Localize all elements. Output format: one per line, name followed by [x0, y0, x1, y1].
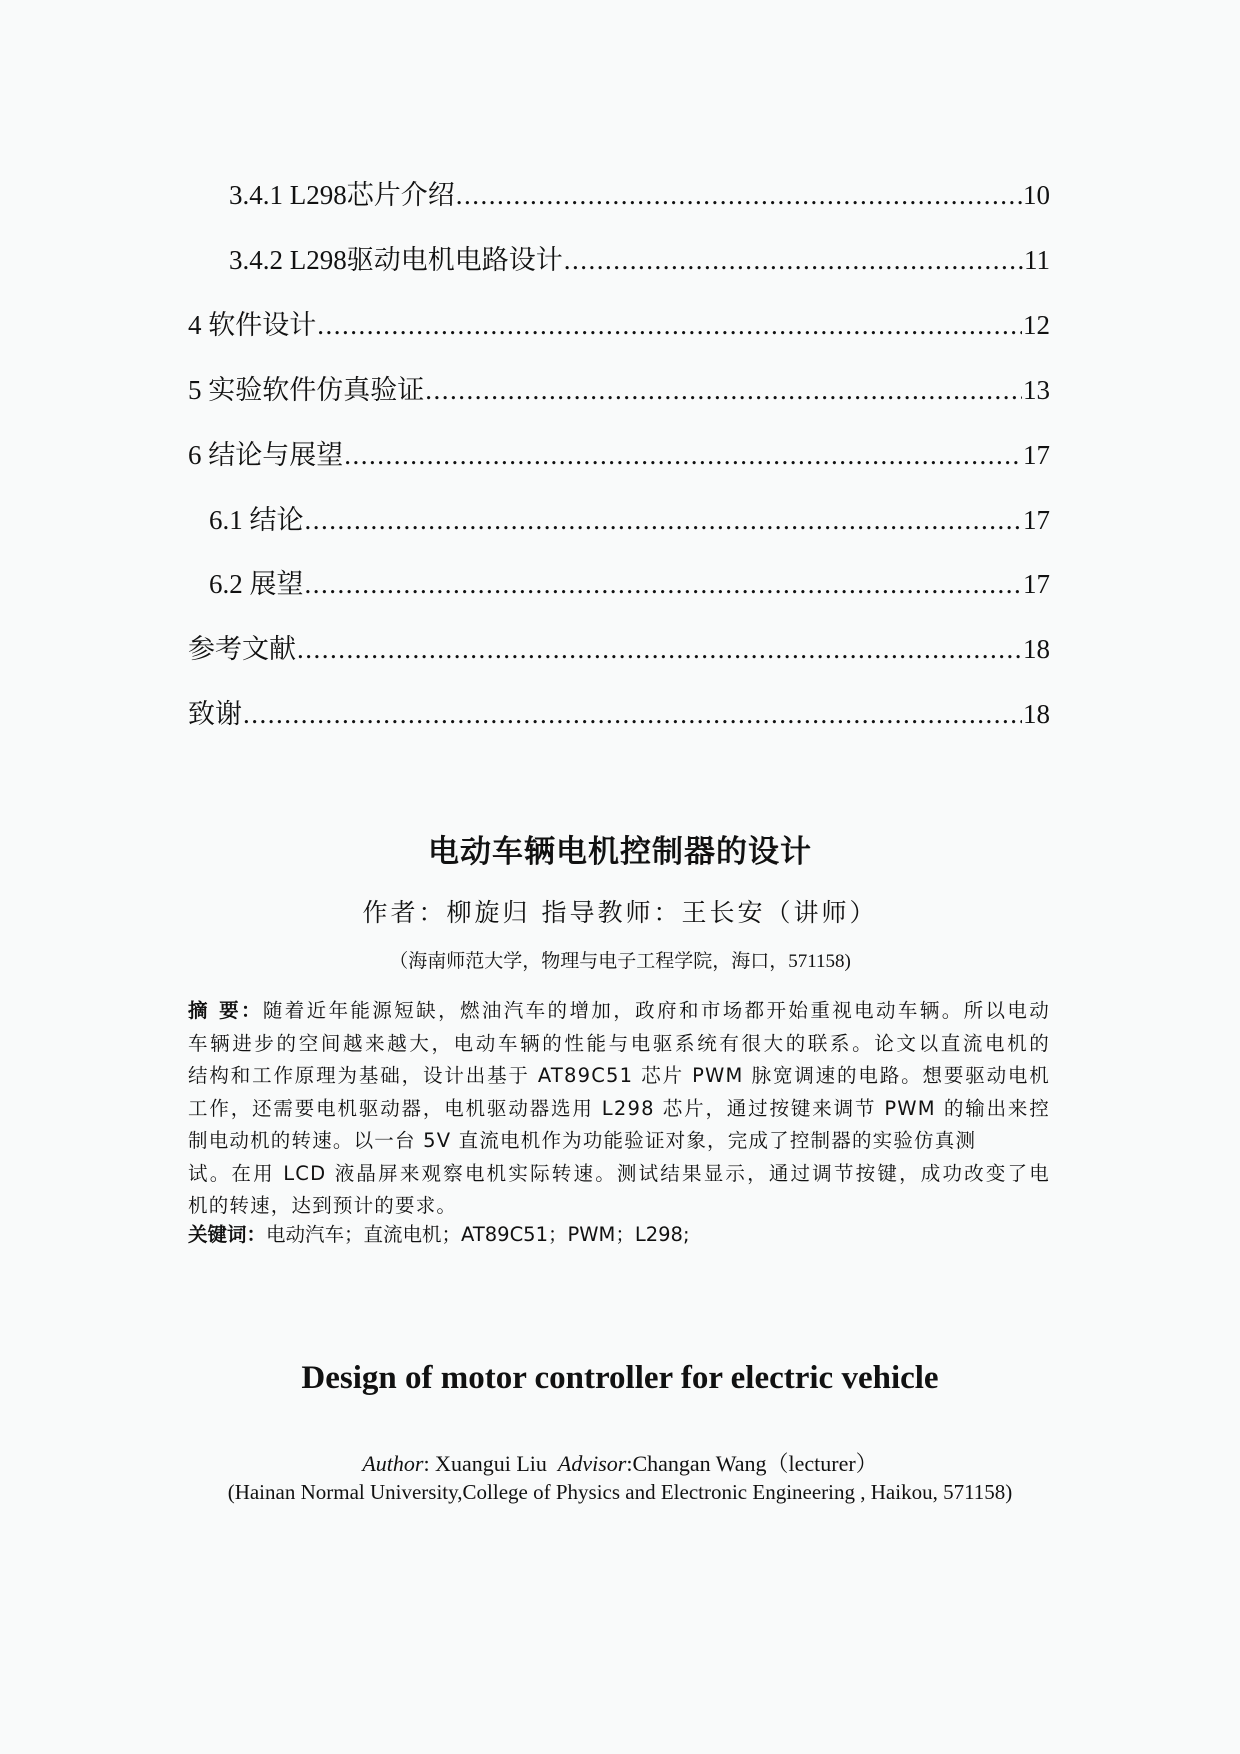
advisor-name: :Changan Wang（lecturer）	[626, 1451, 878, 1476]
chinese-affiliation: （海南师范大学，物理与电子工程学院，海口，571158)	[389, 951, 851, 972]
toc-entry-page: 11	[1024, 244, 1050, 275]
toc-entry-label: 3.4.1 L298芯片介绍	[229, 180, 455, 210]
toc-leader-dots	[297, 632, 1022, 666]
toc-leader-dots	[305, 567, 1023, 601]
toc-entry-page: 18	[1023, 699, 1050, 730]
toc-entry-label: 致谢	[188, 699, 242, 730]
toc-leader-dots	[305, 503, 1023, 537]
toc-entry[interactable]	[188, 438, 1050, 472]
chinese-author-line: 作者：柳旋归 指导教师：王长安（讲师）	[362, 898, 878, 927]
toc-leader-dots	[456, 178, 1022, 212]
abstract-label: 摘 要：	[188, 999, 263, 1022]
toc-entry[interactable]	[188, 373, 1050, 407]
abstract-line: 工作，还需要电机驱动器，电机驱动器选用 L298 芯片，通过按键来调节 PWM 的输出来控	[188, 1096, 1050, 1120]
toc-entry-page: 13	[1023, 374, 1050, 405]
abstract-line: 车辆进步的空间越来越大，电动车辆的性能与电驱系统有很大的联系。论文以直流电机的	[188, 1031, 1050, 1055]
keywords-label: 关键词：	[188, 1223, 267, 1246]
advisor-label: Advisor	[557, 1451, 627, 1476]
toc-leader-dots	[564, 243, 1023, 277]
english-title: Design of motor controller for electric vehicle	[301, 1360, 939, 1396]
abstract-line: 试。在用 LCD 液晶屏来观察电机实际转速。测试结果显示，通过调节按键，成功改变了电	[188, 1161, 1050, 1185]
toc-entry-page: 17	[1023, 439, 1050, 470]
toc-entry-label: 参考文献	[188, 634, 296, 665]
keywords-text: 电动汽车；直流电机；AT89C51；PWM；L298;	[266, 1223, 690, 1246]
toc-entry-label: 6.1 结论	[209, 504, 304, 535]
toc-entry[interactable]	[209, 503, 1050, 537]
toc-entry-label: 4 软件设计	[188, 309, 317, 340]
toc-entry-label: 6 结论与展望	[188, 439, 344, 470]
english-author-line	[0, 1447, 1240, 1478]
toc-entry-page: 18	[1023, 634, 1050, 665]
toc-entry[interactable]	[188, 697, 1050, 731]
toc-entry-page: 17	[1023, 504, 1050, 535]
chinese-title: 电动车辆电机控制器的设计	[428, 834, 812, 870]
toc-entry[interactable]	[188, 308, 1050, 342]
toc-entry-label: 3.4.2 L298驱动电机电路设计	[229, 244, 563, 275]
chinese-abstract	[188, 995, 1050, 1223]
toc-entry-page: 12	[1023, 309, 1050, 340]
toc-leader-dots	[344, 438, 1022, 472]
toc-entry-label: 5 实验软件仿真验证	[188, 374, 425, 405]
abstract-line: 制电动机的转速。以一台 5V 直流电机作为功能验证对象，完成了控制器的实验仿真测	[188, 1129, 977, 1152]
chinese-keywords	[188, 1219, 690, 1247]
toc-entry[interactable]	[188, 632, 1050, 666]
toc-leader-dots	[243, 697, 1022, 731]
abstract-line: 结构和工作原理为基础，设计出基于 AT89C51 芯片 PWM 脉宽调速的电路。想要驱动电机	[188, 1064, 1050, 1087]
author-name: : Xuangui Liu	[423, 1451, 558, 1476]
toc-entry-page: 17	[1023, 569, 1050, 600]
toc-leader-dots	[425, 373, 1022, 407]
toc-entry[interactable]	[229, 178, 1050, 212]
toc-leader-dots	[317, 308, 1022, 342]
author-label: Author	[362, 1451, 424, 1476]
abstract-line: 机的转速，达到预计的要求。	[188, 1194, 458, 1217]
toc-entry-label: 6.2 展望	[209, 569, 304, 600]
toc-entry[interactable]	[209, 567, 1050, 601]
abstract-line	[188, 995, 1050, 1028]
toc-entry[interactable]	[229, 243, 1050, 277]
english-affiliation: (Hainan Normal University,College of Physics and Electronic Engineering , Haikou, 571158)	[227, 1480, 1013, 1504]
abstract-text: 随着近年能源短缺，燃油汽车的增加，政府和市场都开始重视电动车辆。所以电动	[262, 999, 1051, 1022]
toc-entry-page: 10	[1023, 180, 1050, 210]
